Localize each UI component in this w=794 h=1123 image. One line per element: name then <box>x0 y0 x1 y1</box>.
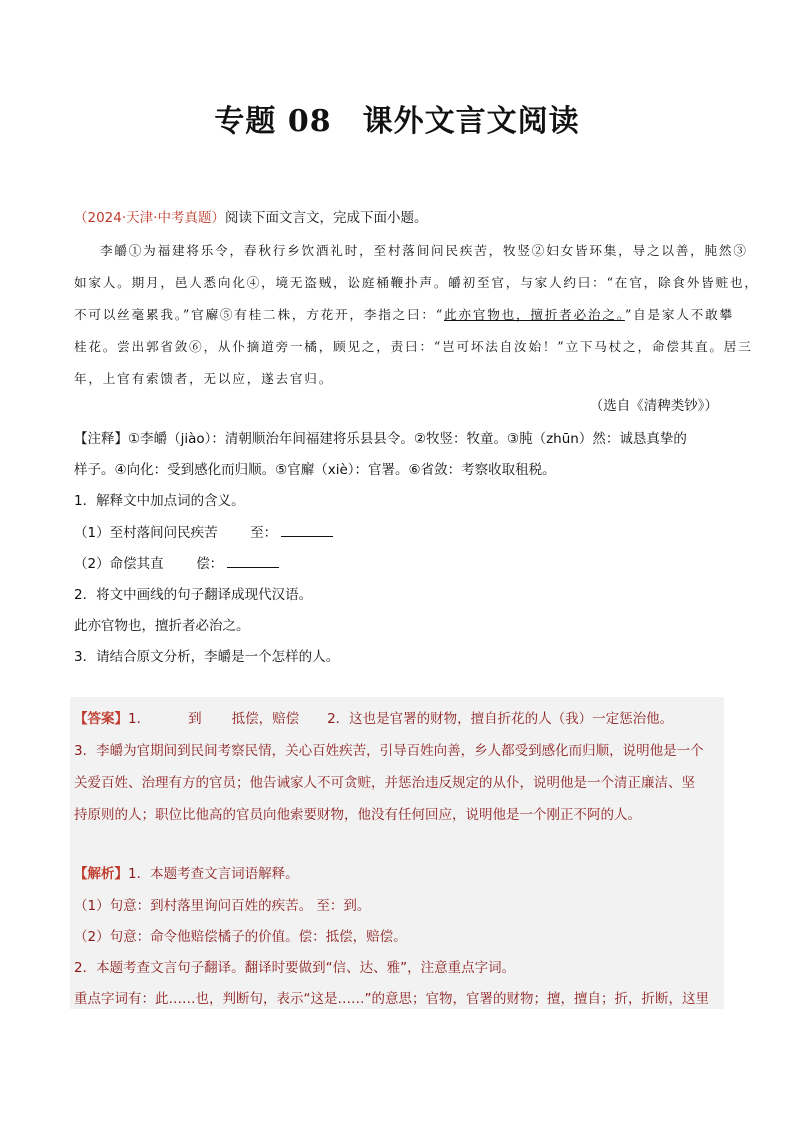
passage-line-1: 李皭①为福建将乐令，春秋行乡饮酒礼时，至村落间问民疾苦，牧竖②妇女皆环集，导之以善，肫然③ <box>100 243 748 258</box>
answer-3-line-3: 持原则的人；职位比他高的官员向他索要财物，他没有任何回应，说明他是一个刚正不阿的人。 <box>74 807 641 823</box>
answer-1-num: 1． <box>128 711 151 727</box>
q1-2-word: 偿： <box>196 556 224 572</box>
question-1-1 <box>74 521 333 541</box>
answer-blank-1[interactable] <box>281 524 333 537</box>
answer-1-2: 抵偿，赔偿 <box>231 711 300 727</box>
answer-2: 2．这也是官署的财物，擅自折花的人（我）一定惩治他。 <box>327 711 674 727</box>
question-3: 3．请结合原文分析，李皭是一个怎样的人。 <box>74 649 340 665</box>
passage-line-3-a: 不可以丝毫累我。”官廨⑤有桂二株，方花开，李指之曰：“ <box>74 307 445 322</box>
answer-3-line-2: 关爱百姓、治理有方的官员；他告诫家人不可贪赃，并惩治违反规定的从仆，说明他是一个清正廉洁、坚 <box>74 775 695 791</box>
q1-2-text: （2）命偿其直 <box>74 556 164 572</box>
passage-line-5: 年，上官有索馈者，无以应，遂去官归。 <box>74 371 334 386</box>
analysis-line-3: （2）句意：命令他赔偿橘子的价值。偿：抵偿，赔偿。 <box>74 929 407 945</box>
passage-line-2: 如家人。期月，邑人悉向化④，境无盗贼，讼庭桶鞭扑声。皭初至官，与家人约曰：“在官，除食外皆赃也， <box>74 275 759 290</box>
q1-1-text: （1）至村落间问民疾苦 <box>74 525 218 541</box>
page-title: 专题 08 课外文言文阅读 <box>214 104 580 139</box>
question-2-sentence: 此亦官物也，擅折者必治之。 <box>74 618 250 634</box>
answer-3-line-1: 3．李皭为官期间到民间考察民情，关心百姓疾苦，引导百姓向善，乡人都受到感化而归顺，说明他是一个 <box>74 743 704 759</box>
analysis-line-1 <box>74 862 299 882</box>
analysis-line-2: （1）句意：到村落里询问百姓的疾苦。 至：到。 <box>74 898 371 914</box>
passage-attribution: （选自《清稗类钞》） <box>589 398 718 414</box>
underlined-sentence: 此亦官物也，擅折者必治之。 <box>444 307 625 322</box>
passage-line-4: 桂花。尝出郭省敛⑥，从仆摘道旁一橘，顾见之，责曰：“岂可坏法自汝始！”立下马杖之，命偿其直。居三 <box>74 339 753 354</box>
notes-line-2: 样子。④向化：受到感化而归顺。⑤官廨（xiè）：官署。⑥省敛：考察收取租税。 <box>74 462 556 478</box>
answer-line-1 <box>74 707 673 727</box>
passage-line-3 <box>74 304 734 323</box>
analysis-text-1: 1．本题考查文言词语解释。 <box>128 866 299 882</box>
question-2: 2．将文中画线的句子翻译成现代汉语。 <box>74 587 313 603</box>
notes-line-1: 【注释】①李皭（jiào）：清朝顺治年间福建将乐县县令。②牧竖：牧童。③肫（zhūn）然：诚恳真挚的 <box>74 431 687 447</box>
question-1: 1．解释文中加点词的含义。 <box>74 493 245 509</box>
question-1-2 <box>74 552 279 572</box>
question-instruction: 阅读下面文言文，完成下面小题。 <box>224 210 428 226</box>
answer-blank-2[interactable] <box>227 555 279 568</box>
question-source: （2024·天津·中考真题） <box>74 210 225 226</box>
question-intro <box>74 206 427 226</box>
passage-line-3-b: ”自是家人不敢攀 <box>624 307 734 322</box>
analysis-line-4: 2．本题考查文言句子翻译。翻译时要做到“信、达、雅”，注意重点字词。 <box>74 960 516 976</box>
analysis-tag: 【解析】 <box>74 866 128 882</box>
answer-tag: 【答案】 <box>74 711 128 727</box>
q1-1-word: 至： <box>250 525 278 541</box>
answer-1-1: 到 <box>188 711 202 727</box>
analysis-line-5: 重点字词有：此……也，判断句，表示“这是……”的意思；官物，官署的财物；擅，擅自；折，折断，这里 <box>74 991 709 1007</box>
